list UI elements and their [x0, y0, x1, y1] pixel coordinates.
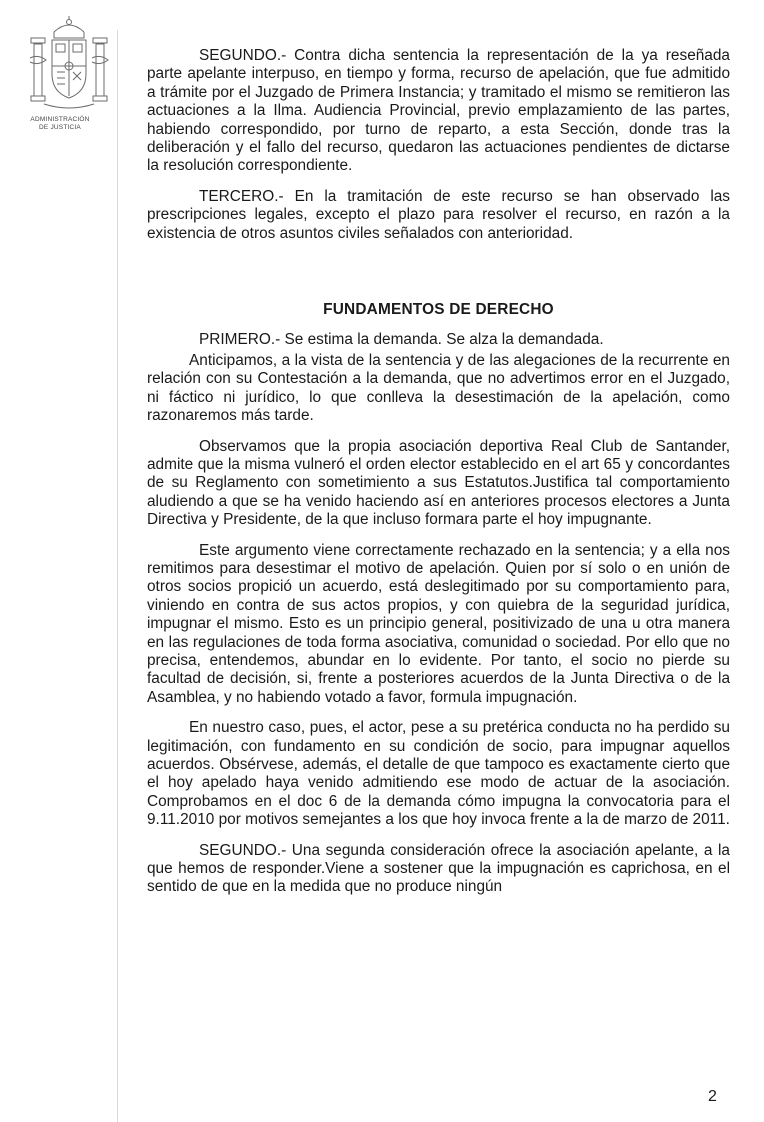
- paragraph-primero: PRIMERO.- Se estima la demanda. Se alza la demandada.: [199, 331, 604, 349]
- paragraph-argumento: Este argumento viene correctamente rechazado en la sentencia; y a ella nos remitimos para desestimar el motivo de apelación. Quien por sí solo o en unión de otros socios propició un acuerdo, está deslegitimado por su comportamiento para, viniendo en contra de sus actos propios, y con quiebra de la seguridad jurídica, impugnar el mismo. Esto es un principio general, positivizado de una u otra manera en las regulaciones de toda forma asociativa, comunidad o sociedad. Por ello que no precisa, entendemos, abundar en lo evidente. Por tanto, el socio no pierde su facultad de decisión, si, frente a posteriores acuerdos de la Junta Directiva o de la Asamblea, y no habiendo votado a favor, formula impugnación.: [147, 541, 730, 706]
- page-number: 2: [708, 1088, 717, 1105]
- document-body: [147, 47, 730, 909]
- authority-line-2: DE JUSTICIA: [39, 124, 81, 131]
- authority-line-1: ADMINISTRACIÓN: [30, 116, 90, 123]
- issuing-authority-label: [14, 116, 106, 132]
- spain-coat-of-arms-icon: [24, 14, 114, 114]
- paragraph-segundo-fundamento: SEGUNDO.- Una segunda consideración ofrece la asociación apelante, a la que hemos de responder.Viene a sostener que la impugnación es caprichosa, en el sentido de que en la medida que no produce ningún: [147, 841, 730, 896]
- paragraph-observamos: Observamos que la propia asociación deportiva Real Club de Santander, admite que la misma vulneró el orden elector establecido en el art 65 y concordantes de su Reglamento con sometimiento a sus Estatutos.Justifica tal comportamiento aludiendo a que se ha venido haciendo así en anteriores procesos electores a Junta Directiva y Presidente, de la que incluso formara parte el hoy impugnante.: [147, 437, 730, 529]
- paragraph-tercero: TERCERO.- En la tramitación de este recurso se han observado las prescripciones legales, excepto el plazo para resolver el recurso, en razón a la existencia de otros asuntos civiles señalados con anterioridad.: [147, 187, 730, 242]
- paragraph-nuestro-caso: En nuestro caso, pues, el actor, pese a su pretérica conducta no ha perdido su legitimación, con fundamento en su condición de socio, para impugnar aquellos acuerdos. Obsérvese, además, el detalle de que tampoco es exactamente cierto que el hoy apelado haya venido admitiendo ese modo de actuar de la asociación. Comprobamos en el doc 6 de la demanda cómo impugna la convocatoria para el 9.11.2010 por motivos semejantes a los que hoy invoca frente a la de marzo de 2011.: [147, 719, 730, 829]
- margin-rule: [117, 30, 118, 1122]
- paragraph-anticipamos: Anticipamos, a la vista de la sentencia y de las alegaciones de la recurrente en relación con su Contestación a la demanda, que no advertimos error en el Juzgado, ni fáctico ni jurídico, lo que conlleva la desestimación de la apelación, como razonaremos más tarde.: [147, 351, 730, 425]
- section-heading: FUNDAMENTOS DE DERECHO: [323, 301, 554, 319]
- paragraph-segundo: SEGUNDO.- Contra dicha sentencia la representación de la ya reseñada parte apelante interpuso, en tiempo y forma, recurso de apelación, que fue admitido a trámite por el Juzgado de Primera Instancia; y tramitado el mismo se remitieron las actuaciones a la Ilma. Audiencia Provincial, previo emplazamiento de las partes, habiendo correspondido, por turno de reparto, a esta Sección, donde tras la deliberación y el fallo del recurso, quedaron las actuaciones pendientes de dictarse la resolución correspondiente.: [147, 47, 730, 175]
